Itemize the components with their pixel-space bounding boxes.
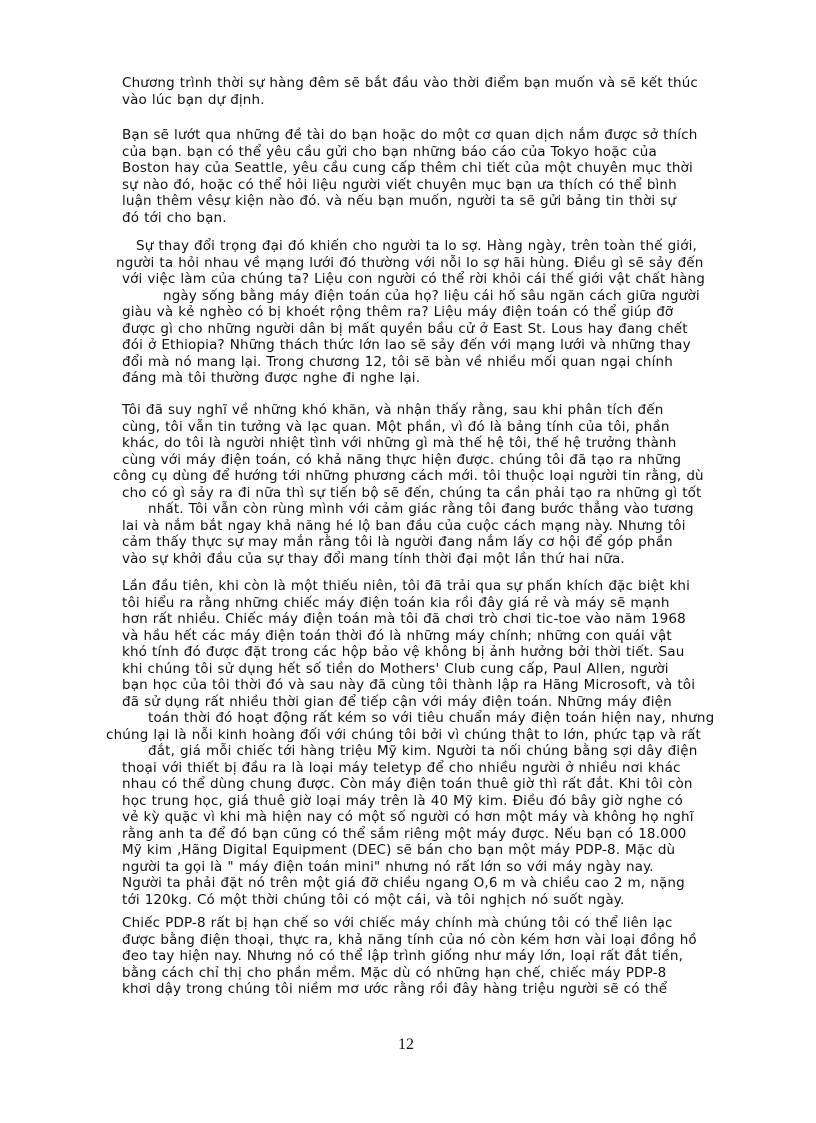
text-line: vẻ kỳ quặc vì khi mà hiện nay có một số người có hơn một máy và không họ nghĩ: [122, 809, 694, 825]
text-line: toán thời đó hoạt động rất kém so với tiêu chuẩn máy điện toán hiện nay, nhưng: [148, 710, 715, 726]
text-line: với việc làm của chúng ta? Liệu con người có thể rời khỏi cái thế giới vật chất hàng: [122, 271, 705, 287]
text-line: nhất. Tôi vẫn còn rùng mình với cảm giác rằng tôi đang bước thẳng vào tương: [148, 501, 694, 517]
text-line: được bằng điện thoại, thực ra, khả năng tính của nó còn kém hơn vài loại đồng hồ: [122, 931, 697, 948]
text-line: Chiếc PDP-8 rất bị hạn chế so với chiếc máy chính mà chúng tôi có thể liên lạc: [122, 915, 673, 931]
text-line: Bạn sẽ lướt qua những đề tài do bạn hoặc do một cơ quan dịch nắm được sở thích: [122, 127, 698, 143]
text-line: vào sự khởi đầu của sự thay đổi mang tính thời đại một lần thứ hai nữa.: [122, 550, 625, 567]
text-line: được gì cho những người dân bị mất quyền bầu cử ở East St. Lous hay đang chết: [122, 320, 688, 337]
text-line: luận thêm vêsự kiện nào đó. và nếu bạn muốn, người ta sẽ gửi bảng tin thời sự: [122, 193, 677, 209]
text-line: chúng lại là nỗi kinh hoàng đối với chúng tôi bởi vì chúng thật to lớn, phức tạp và rất: [106, 726, 701, 743]
text-line: đói ở Ethiopia? Những thách thức lớn lao sẽ sảy đến với mạng lưới và những thay: [122, 337, 691, 353]
text-line: Mỹ kim ,Hãng Digital Equipment (DEC) sẽ bán cho bạn một máy PDP-8. Mặc dù: [122, 842, 676, 858]
text-line: Người ta phải đặt nó trên một giá đỡ chiều ngang O,6 m và chiều cao 2 m, nặng: [122, 875, 685, 891]
text-line: nhau có thể dùng chung được. Còn máy điện toán thuê giờ thì rất đắt. Khi tôi còn: [122, 776, 693, 792]
page-number: 12: [398, 1036, 414, 1053]
text-line: của bạn. bạn có thể yêu cầu gửi cho bạn những báo cáo của Tokyo hoặc của: [122, 143, 657, 160]
text-line: sự nào đó, hoặc có thể hỏi liệu người viết chuyên mục bạn ưa thích có thể bình: [122, 176, 677, 193]
text-line: Chương trình thời sự hàng đêm sẽ bắt đầu vào thời điểm bạn muốn và sẽ kết thúc: [122, 75, 699, 91]
text-line: Lần đầu tiên, khi còn là một thiếu niên, tôi đã trải qua sự phấn khích đặc biệt khi: [122, 578, 691, 594]
text-line: đã sử dụng rất nhiều thời gian để tiếp cận với máy điện toán. Những máy điện: [122, 693, 672, 710]
text-line: ngày sống bằng máy điện toán của họ? liệu cái hố sâu ngăn cách giữa người: [163, 287, 700, 304]
text-line: giàu và kẻ nghèo có bị khoét rộng thêm ra? Liệu máy điện toán có thể giúp đỡ: [122, 304, 674, 320]
text-line: người ta gọi là " máy điện toán mini" nhưng nó rất lớn so với máy ngày nay.: [122, 858, 654, 875]
text-line: khó tính đó được đặt trong các hộp bảo vệ không bị ảnh hưởng bởi thời tiết. Sau: [122, 644, 685, 660]
text-line: cảm thấy thực sự may mắn rằng tôi là người đang nắm lấy cơ hội để góp phần: [122, 534, 673, 550]
text-line: đổi mà nó mang lại. Trong chương 12, tôi sẽ bàn về nhiều mối quan ngại chính: [122, 353, 673, 370]
text-line: bằng cách chỉ thị cho phần mềm. Mặc dù có những hạn chế, chiếc máy PDP-8: [122, 964, 667, 981]
text-line: Tôi đã suy nghĩ về những khó khăn, và nhận thấy rằng, sau khi phân tích đến: [122, 402, 664, 418]
text-line: khơi dậy trong chúng tôi niềm mơ ước rằng rồi đây hàng triệu người sẽ có thể: [122, 981, 668, 997]
text-line: cùng, tôi vẫn tin tưởng và lạc quan. Một phần, vì đó là bảng tính của tôi, phần: [122, 418, 670, 435]
text-line: học trung học, giá thuê giờ loại máy trên là 40 Mỹ kim. Điều đó bây giờ nghe có: [122, 792, 683, 809]
text-line: cùng với máy điện toán, có khả năng thực hiện được. chúng tôi đã tạo ra những: [122, 451, 682, 468]
text-line: công cụ dùng để hướng tới những phương cách mới. tôi thuộc loại người tin rằng, dù: [113, 468, 704, 484]
text-line: người ta hỏi nhau về mạng lưới đó thường với nỗi lo sợ hãi hùng. Điều gì sẽ sảy đến: [116, 254, 704, 271]
text-line: đeo tay hiện nay. Nhưng nó có thể lập trình giống như máy lớn, loại rất đắt tiền,: [122, 948, 684, 964]
text-line: Boston hay của Seattle, yêu cầu cung cấp thêm chi tiết của một chuyên mục thời: [122, 160, 693, 176]
text-line: thoại với thiết bị đầu ra là loại máy teletyp để cho nhiều người ở nhiều nơi khác: [122, 759, 681, 776]
text-line: lai và nắm bắt ngay khả năng hé lộ ban đầu của cuộc cách mạng này. Nhưng tôi: [122, 517, 686, 534]
text-line: đó tới cho bạn.: [122, 209, 227, 226]
text-line: tôi hiểu ra rằng những chiếc máy điện toán kia rồi đây giá rẻ và máy sẽ mạnh: [122, 594, 670, 611]
text-line: Sự thay đổi trọng đại đó khiến cho người ta lo sợ. Hàng ngày, trên toàn thế giới,: [136, 238, 697, 254]
text-line: vào lúc bạn dự định.: [122, 91, 265, 108]
text-line: đáng mà tôi thường được nghe đi nghe lại.: [122, 370, 421, 386]
text-line: và hầu hết các máy điện toán thời đó là những máy chính; những con quái vật: [122, 627, 672, 644]
text-line: khác, do tôi là người nhiệt tình với những gì mà thế hệ tôi, thế hệ trưởng thành: [122, 435, 677, 451]
text-line: hơn rất nhiều. Chiếc máy điện toán mà tôi đã chơi trò chơi tic-toe vào năm 1968: [122, 611, 686, 627]
text-line: tới 120kg. Có một thời chúng tôi có một cái, và tôi nghịch nó suốt ngày.: [122, 891, 625, 908]
text-line: đắt, giá mỗi chiếc tới hàng triệu Mỹ kim. Người ta nối chúng bằng sợi dây điện: [148, 743, 698, 759]
text-line: khi chúng tôi sử dụng hết số tiền do Mothers' Club cung cấp, Paul Allen, người: [122, 660, 669, 677]
text-line: rằng anh ta để đó bạn cũng có thể sắm riêng một máy được. Nếu bạn có 18.000: [122, 825, 687, 842]
text-line: cho có gì sảy ra đi nữa thì sự tiến bộ sẽ đến, chúng ta cần phải tạo ra những gì tốt: [122, 484, 702, 501]
text-line: bạn học của tôi thời đó và sau này đã cùng tôi thành lập ra Hãng Microsoft, và tôi: [122, 677, 696, 693]
